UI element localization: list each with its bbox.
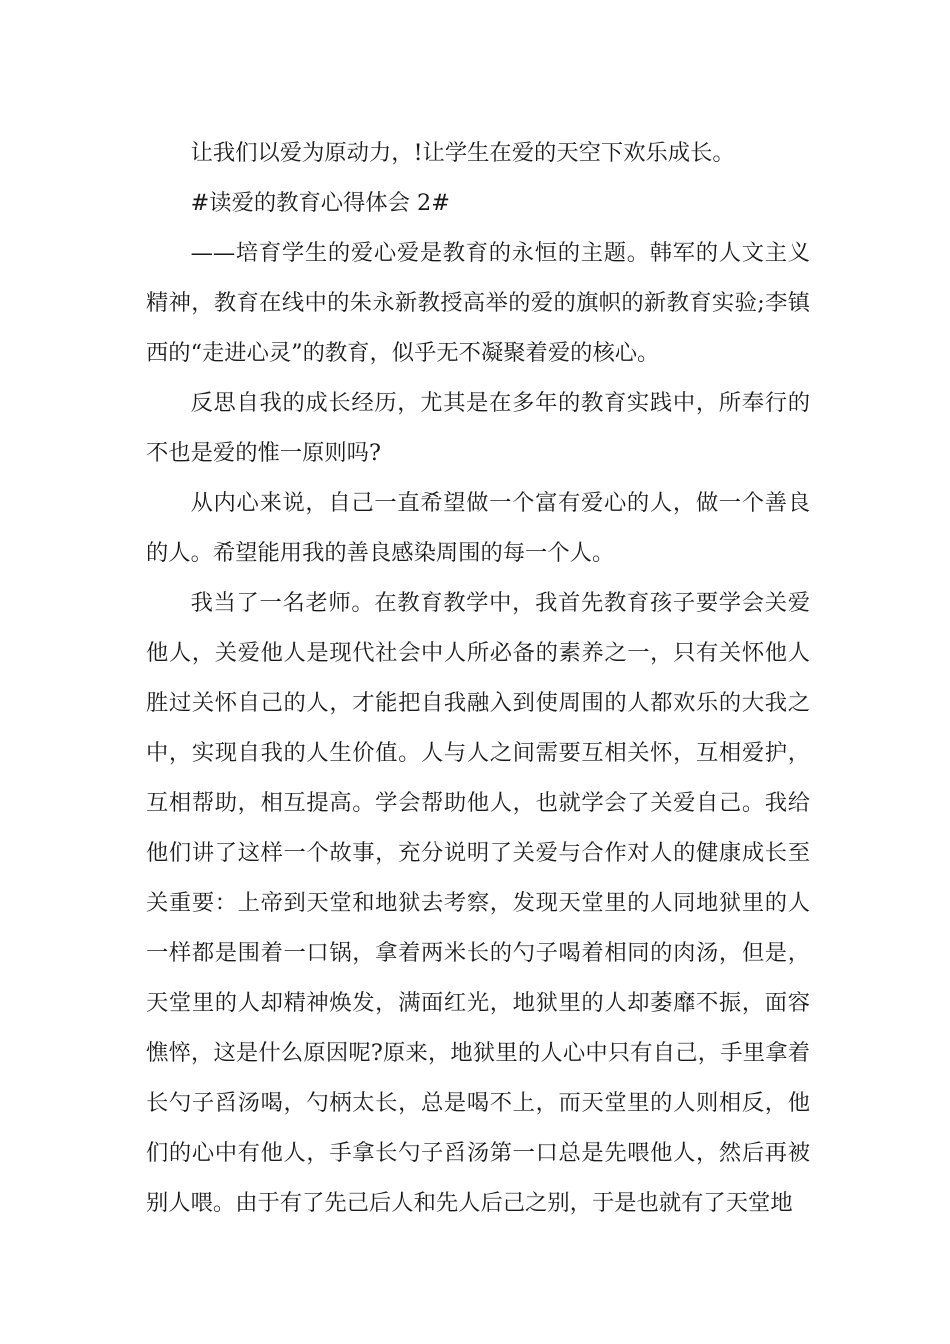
document-body (146, 128, 810, 1228)
paragraph-closing-line: 让我们以爱为原动力，!让学生在爱的天空下欢乐成长。 (190, 140, 735, 166)
paragraph-intro: ——培育学生的爱心爱是教育的永恒的主题。韩军的人文主义精神，教育在线中的朱永新教授高举的爱的旗帜的新教育实验;李镇西的“走进心灵”的教育，似乎无不凝聚着爱的核心。 (146, 240, 810, 366)
section-heading: #读爱的教育心得体会 2# (190, 190, 450, 216)
paragraph-reflection: 反思自我的成长经历，尤其是在多年的教育实践中，所奉行的不也是爱的惟一原则吗? (146, 390, 810, 466)
paragraph-wish: 从内心来说，自己一直希望做一个富有爱心的人，做一个善良的人。希望能用我的善良感染周围的每一个人。 (146, 490, 810, 566)
paragraph-story: 我当了一名老师。在教育教学中，我首先教育孩子要学会关爱他人，关爱他人是现代社会中人所必备的素养之一，只有关怀他人胜过关怀自己的人，才能把自我融入到使周围的人都欢乐的大我之中，实现自我的人生价值。人与人之间需要互相关怀，互相爱护，互相帮助，相互提高。学会帮助他人，也就学会了关爱自己。我给他们讲了这样一个故事，充分说明了关爱与合作对人的健康成长至关重要：上帝到天堂和地狱去考察，发现天堂里的人同地狱里的人一样都是围着一口锅，拿着两米长的勺子喝着相同的肉汤，但是，天堂里的人却精神焕发，满面红光，地狱里的人却萎靡不振，面容憔悴，这是什么原因呢?原来，地狱里的人心中只有自己，手里拿着长勺子舀汤喝，勺柄太长，总是喝不上，而天堂里的人则相反，他们的心中有他人，手拿长勺子舀汤第一口总是先喂他人，然后再被别人喂。由于有了先己后人和先人后己之别，于是也就有了天堂地 (146, 590, 810, 1216)
